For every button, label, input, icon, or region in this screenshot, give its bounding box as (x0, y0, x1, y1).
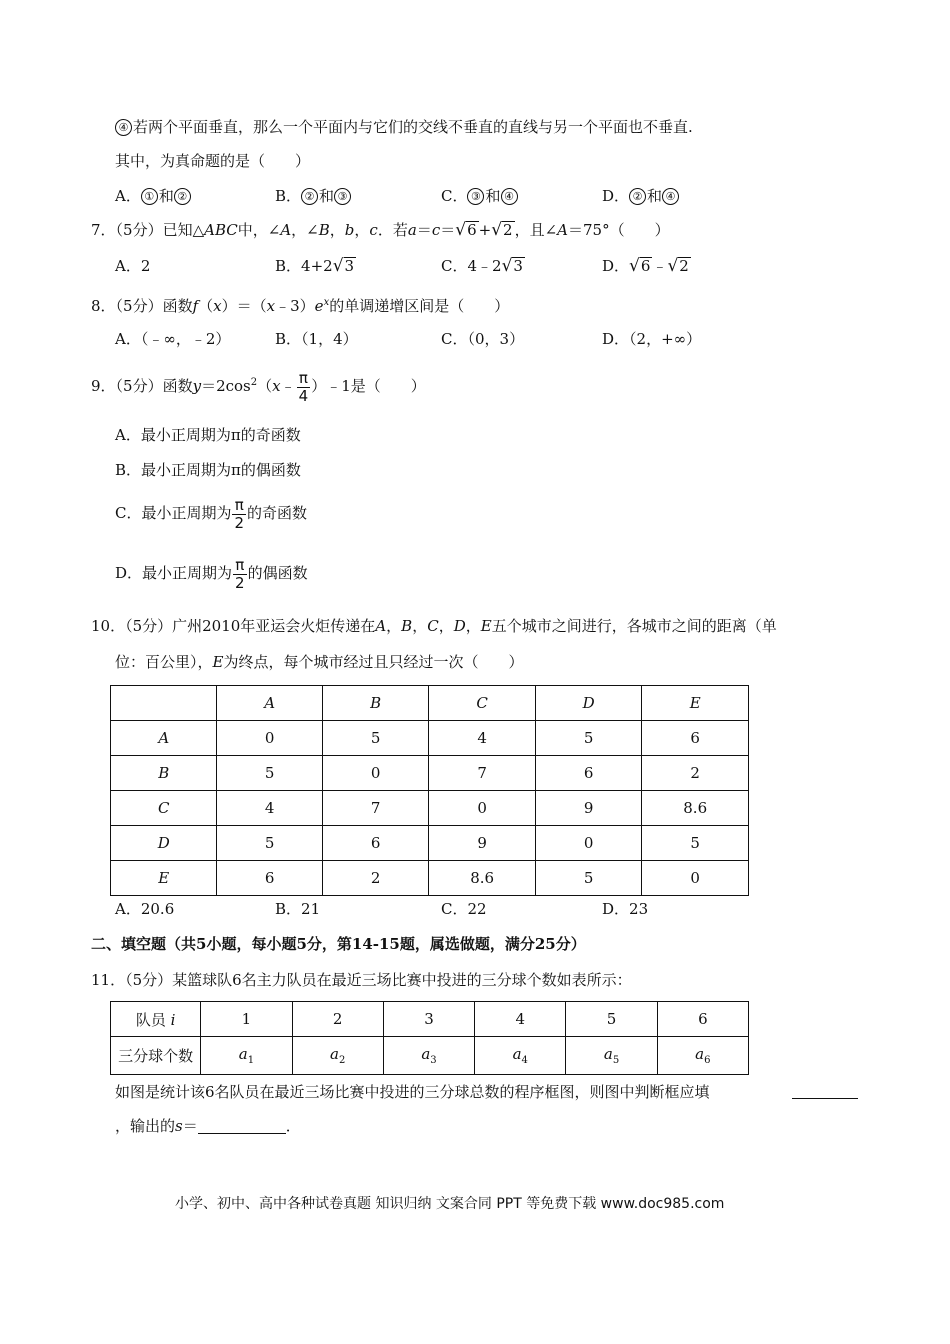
circled-number: ② (174, 188, 191, 205)
q10-var: E (480, 617, 492, 635)
fraction (233, 557, 247, 592)
q7-text: ，∠ (291, 221, 319, 239)
radical-sign: √ (629, 256, 640, 276)
circled-number: ② (629, 188, 646, 205)
q7-text: 中，∠ (237, 221, 281, 239)
q9-option-c[interactable] (115, 494, 307, 532)
option-and: 和 (485, 187, 501, 205)
table-cell: 0 (535, 826, 641, 861)
row-label (111, 1002, 201, 1037)
q9-option-d[interactable] (115, 554, 308, 592)
radicand: 3 (344, 257, 355, 275)
row-label: E (158, 869, 170, 887)
q10-option-b[interactable]: B．21 (275, 900, 321, 918)
table-cell (475, 1037, 566, 1075)
q8-option-b[interactable]: B．（1，4） (275, 330, 358, 348)
table-corner-cell (111, 686, 217, 721)
q10-stem-line1 (91, 616, 777, 636)
q9-var: x (272, 377, 281, 395)
cell-sub: 4 (521, 1055, 528, 1066)
q6-item-4 (115, 117, 693, 137)
table-cell: 1 (201, 1002, 292, 1037)
table-cell: 0 (322, 756, 428, 791)
q9-stem (91, 364, 426, 405)
q10-text: ， (412, 617, 428, 635)
table-cell: 6 (642, 721, 749, 756)
q10-option-a[interactable]: A．20.6 (115, 900, 175, 918)
q8-option-d[interactable]: D．（2，+∞） (602, 330, 702, 348)
q8-options (115, 329, 815, 351)
row-label: B (158, 764, 170, 782)
q7-text: ， (354, 221, 370, 239)
q7-option-c[interactable] (441, 256, 525, 276)
table-cell: 0 (217, 721, 322, 756)
table-cell: 6 (535, 756, 641, 791)
numerator: π (297, 370, 311, 388)
q9-option-b[interactable]: B．最小正周期为π的偶函数 (115, 461, 301, 479)
circled-number: ③ (467, 188, 484, 205)
q10-stem-line2 (115, 652, 523, 672)
table-row (111, 826, 749, 861)
q8-var: f (192, 297, 199, 315)
q11-stem: 11．（5分）某篮球队6名主力队员在最近三场比赛中投进的三分球个数如表所示： (91, 971, 632, 989)
denominator: 2 (234, 513, 245, 532)
denominator: 2 (235, 573, 245, 592)
cell-sub: 5 (612, 1055, 620, 1066)
q10-option-c[interactable]: C．22 (441, 900, 487, 918)
q6-option-d[interactable] (602, 186, 680, 206)
table-row-players (111, 1002, 749, 1037)
table-cell: 4 (475, 1002, 566, 1037)
circled-number: ④ (501, 188, 518, 205)
row-label: C (157, 799, 170, 817)
table-cell: 7 (429, 756, 536, 791)
row-label: 三分球个数 (111, 1037, 201, 1075)
q10-var: D (453, 617, 466, 635)
q8-text: 的单调递增区间是（ ） (329, 297, 510, 315)
three-pointer-table (110, 1001, 749, 1075)
radical-sign: √ (491, 220, 503, 240)
q11-text: ，输出的 (115, 1117, 176, 1135)
table-cell: 2 (322, 861, 428, 896)
circled-number: ④ (115, 119, 132, 136)
q6-option-b[interactable] (275, 186, 352, 206)
table-header-cell: B (370, 694, 382, 712)
circled-number: ② (301, 188, 318, 205)
radical-sign: √ (332, 256, 344, 276)
q8-stem (91, 293, 509, 316)
q10-text: ， (438, 617, 454, 635)
table-cell (201, 1037, 292, 1075)
table-cell: 5 (535, 721, 641, 756)
row-label: A (158, 729, 170, 747)
option-label: D． (602, 187, 630, 205)
radicand: 3 (513, 257, 523, 275)
table-cell (657, 1037, 748, 1075)
q8-var: e (314, 297, 324, 315)
q6-options (115, 186, 815, 208)
cell-sub: 1 (247, 1055, 255, 1066)
table-cell: 5 (566, 1002, 657, 1037)
radical-sign: √ (501, 256, 513, 276)
q10-text: 10．（5分）广州2010年亚运会火炬传递在 (91, 617, 376, 635)
table-row (111, 756, 749, 791)
q7-text: ＝ (440, 221, 456, 239)
cell-var: a (238, 1045, 248, 1063)
option-label: B． (275, 187, 302, 205)
distance-table (110, 685, 749, 896)
q7-var: A (557, 221, 569, 239)
q10-text: ， (465, 617, 481, 635)
q11-text: 如图是统计该6名队员在最近三场比赛中投进的三分球总数的程序框图，则图中判断框应填 (115, 1083, 710, 1101)
q10-text: 为终点，每个城市经过且只经过一次（ ） (223, 653, 524, 671)
cell-sub: 2 (338, 1055, 346, 1066)
table-cell (292, 1037, 383, 1075)
table-cell: 8.6 (642, 791, 749, 826)
cell-var: a (603, 1045, 613, 1063)
table-cell: 9 (429, 826, 536, 861)
radical-sign: √ (455, 220, 467, 240)
q8-var: x (266, 297, 276, 315)
q6-question: 其中，为真命题的是（ ） (115, 152, 311, 170)
q7-text: ＝75°（ ） (568, 221, 670, 239)
q10-text: ， (386, 617, 402, 635)
answer-blank-2[interactable] (198, 1117, 286, 1134)
q8-text: ）＝（ (221, 297, 267, 315)
option-text: B．4+2 (275, 257, 333, 275)
q7-text: + (478, 221, 492, 239)
q7-options (115, 256, 815, 278)
table-header-row (111, 686, 749, 721)
numerator: π (232, 497, 246, 515)
q7-option-b[interactable] (275, 256, 356, 276)
q9-text: ﹣ (280, 377, 296, 395)
table-cell (383, 1037, 474, 1075)
cell-var: a (512, 1045, 522, 1063)
table-cell: 3 (383, 1002, 474, 1037)
row-label: D (157, 834, 170, 852)
q7-var: b (344, 221, 355, 239)
page-footer: 小学、初中、高中各种试卷真题 知识归纳 文案合同 PPT 等免费下载 www.doc985.com (175, 1196, 725, 1212)
row-label-text: 队员 (135, 1010, 166, 1029)
table-cell: 5 (217, 826, 322, 861)
q7-text: ， (329, 221, 345, 239)
circled-number: ④ (662, 188, 679, 205)
q9-text: （ (257, 377, 273, 395)
q9-text: ）﹣1是（ ） (311, 377, 426, 395)
table-row-counts (111, 1037, 749, 1075)
q7-stem (91, 220, 670, 240)
radicand: 6 (640, 257, 651, 275)
q7-var: ABC (204, 221, 238, 239)
q7-var: A (280, 221, 292, 239)
table-row (111, 791, 749, 826)
table-header-cell: D (582, 694, 595, 712)
option-text: D． (602, 257, 630, 275)
row-label-var: i (170, 1010, 176, 1029)
cell-sub: 3 (430, 1055, 437, 1066)
table-cell: 6 (217, 861, 322, 896)
q8-option-c[interactable]: C．（0，3） (441, 330, 525, 348)
radicand: 2 (679, 257, 689, 275)
cell-var: a (695, 1045, 705, 1063)
q9-var: y (192, 377, 202, 395)
table-row (111, 721, 749, 756)
answer-blank-1[interactable] (792, 1098, 858, 1099)
q10-var: A (375, 617, 387, 635)
q10-text: 位：百公里）， (115, 653, 213, 671)
table-cell: 4 (217, 791, 322, 826)
q7-var: c (431, 221, 441, 239)
table-cell: 5 (217, 756, 322, 791)
q8-text: 8．（5分）函数 (91, 297, 193, 315)
cell-sub: 6 (704, 1055, 711, 1066)
q7-text: 7．（5分）已知△ (91, 221, 205, 239)
q10-option-d[interactable]: D．23 (602, 900, 649, 918)
table-header-cell: E (689, 694, 701, 712)
q7-text: ．若 (377, 221, 408, 239)
q9-option-a[interactable]: A．最小正周期为π的奇函数 (115, 426, 301, 444)
radicand: 2 (503, 221, 513, 239)
table-header-cell: A (264, 694, 276, 712)
q8-option-a[interactable]: A．（﹣∞，﹣2） (115, 330, 231, 348)
table-cell: 6 (322, 826, 428, 861)
circled-number: ③ (334, 188, 351, 205)
q6-option-a[interactable] (115, 186, 192, 206)
table-cell: 4 (429, 721, 536, 756)
table-cell: 7 (322, 791, 428, 826)
radicand: 6 (467, 221, 477, 239)
q9-text: 9．（5分）函数 (91, 377, 193, 395)
option-label: A． (115, 187, 141, 205)
q7-option-a[interactable]: A．2 (115, 257, 151, 275)
table-cell: 2 (292, 1002, 383, 1037)
table-cell: 2 (642, 756, 749, 791)
option-text: ﹣ (652, 257, 668, 275)
q7-var: c (369, 221, 378, 239)
table-cell: 0 (429, 791, 536, 826)
q9-exponent: 2 (250, 377, 258, 388)
q10-text: 五个城市之间进行，各城市之间的距离（单 (491, 617, 777, 635)
q11-var: s (175, 1117, 183, 1135)
table-cell: 8.6 (429, 861, 536, 896)
q10-var: C (427, 617, 439, 635)
option-text: C．4﹣2 (441, 257, 502, 275)
table-cell: 0 (642, 861, 749, 896)
q11-text: ＝ (182, 1117, 198, 1135)
fraction (232, 497, 246, 532)
option-and: 和 (319, 187, 335, 205)
table-cell: 9 (535, 791, 641, 826)
q7-text: ＝ (416, 221, 432, 239)
section-heading: 二、填空题（共5小题，每小题5分，第14-15题，属选做题，满分25分） (91, 935, 586, 953)
option-label: C． (441, 187, 468, 205)
fraction (297, 370, 311, 405)
table-cell: 5 (322, 721, 428, 756)
q8-text: ﹣3） (275, 297, 315, 315)
q11-text: ． (285, 1117, 301, 1135)
option-and: 和 (647, 187, 663, 205)
q10-var: B (401, 617, 413, 635)
q6-option-c[interactable] (441, 186, 519, 206)
option-and: 和 (158, 187, 174, 205)
q10-var: E (212, 653, 224, 671)
q7-option-d[interactable] (602, 256, 691, 276)
q7-text: ，且∠ (514, 221, 558, 239)
q8-text: （ (198, 297, 214, 315)
table-cell: 6 (657, 1002, 748, 1037)
denominator: 4 (298, 386, 309, 405)
option-text: D．最小正周期为 (115, 564, 233, 582)
table-cell: 5 (535, 861, 641, 896)
q11-line3 (115, 1116, 301, 1136)
radical-sign: √ (667, 256, 679, 276)
q8-exponent: x (323, 297, 330, 308)
q11-line2 (115, 1082, 710, 1102)
table-header-cell: C (476, 694, 488, 712)
circled-number: ① (141, 188, 158, 205)
numerator: π (233, 557, 247, 575)
option-text: C．最小正周期为 (115, 504, 232, 522)
option-text: 的偶函数 (247, 564, 308, 582)
table-cell: 5 (642, 826, 749, 861)
q7-var: B (318, 221, 330, 239)
cell-var: a (330, 1045, 339, 1063)
table-row (111, 861, 749, 896)
q8-var: x (213, 297, 222, 315)
table-cell (566, 1037, 657, 1075)
q10-options (115, 899, 815, 921)
option-text: 的奇函数 (247, 504, 308, 522)
q9-text: ＝2cos (201, 377, 251, 395)
q7-var: a (407, 221, 417, 239)
cell-var: a (421, 1045, 431, 1063)
q6-item-4-text: 若两个平面垂直，那么一个平面内与它们的交线不垂直的直线与另一个平面也不垂直. (133, 118, 693, 136)
